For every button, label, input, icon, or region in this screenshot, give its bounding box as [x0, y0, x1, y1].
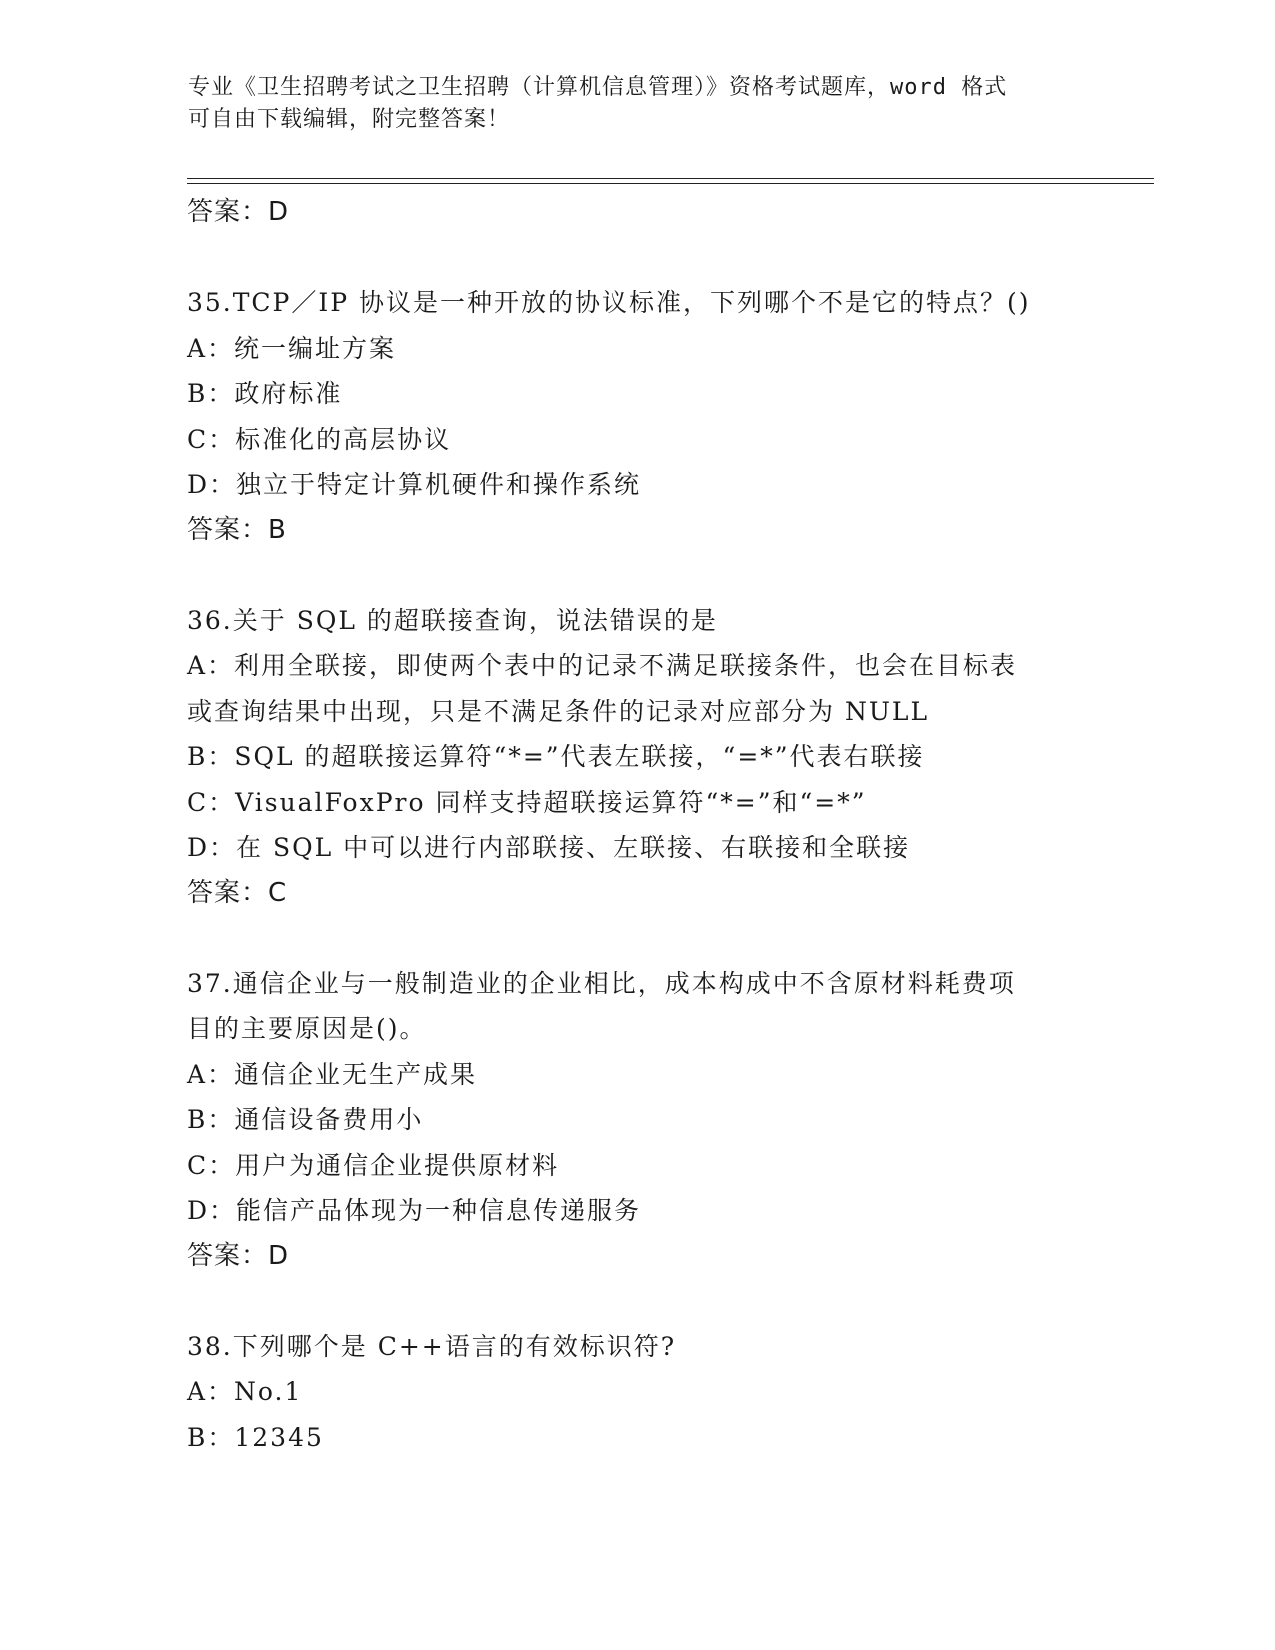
option-d: D：在 SQL 中可以进行内部联接、左联接、右联接和全联接 — [187, 833, 911, 862]
option-d: D：能信产品体现为一种信息传递服务 — [187, 1196, 642, 1225]
option-a: A：统一编址方案 — [187, 333, 397, 363]
previous-answer: 答案：D — [187, 197, 290, 227]
question-answer: 答案：B — [187, 514, 287, 545]
option-c: C：用户为通信企业提供原材料 — [187, 1150, 560, 1180]
option-a-continued: 或查询结果中出现，只是不满足条件的记录对应部分为 NULL — [187, 696, 930, 726]
question-stem: 35.TCP／IP 协议是一种开放的协议标准，下列哪个不是它的特点？() — [187, 288, 1031, 317]
question-stem: 36.关于 SQL 的超联接查询，说法错误的是 — [187, 605, 718, 635]
header-divider-bottom — [187, 183, 1154, 184]
option-c: C：标准化的高层协议 — [187, 424, 452, 454]
question-stem: 37.通信企业与一般制造业的企业相比，成本构成中不含原材料耗费项 — [187, 968, 1016, 998]
question-35 — [187, 280, 1107, 552]
option-a: A：利用全联接，即使两个表中的记录不满足联接条件，也会在目标表 — [187, 651, 1018, 680]
document-header — [188, 72, 1088, 136]
option-b: B：政府标准 — [187, 379, 343, 408]
option-a: A：通信企业无生产成果 — [187, 1059, 478, 1089]
option-b: B：通信设备费用小 — [187, 1105, 424, 1134]
question-answer: 答案：D — [187, 1240, 290, 1271]
question-answer: 答案：C — [187, 877, 288, 908]
question-37 — [187, 961, 1107, 1278]
option-c: C：VisualFoxPro 同样支持超联接运算符“*=”和“=*” — [187, 787, 867, 817]
question-36 — [187, 598, 1107, 915]
option-d: D：独立于特定计算机硬件和操作系统 — [187, 470, 642, 499]
header-divider-top — [187, 178, 1154, 179]
question-list — [187, 190, 1107, 1460]
question-stem-continued: 目的主要原因是()。 — [187, 1014, 427, 1043]
question-stem: 38.下列哪个是 C++语言的有效标识符? — [187, 1331, 677, 1361]
header-line-2: 可自由下载编辑，附完整答案！ — [188, 107, 511, 132]
option-a: A：No.1 — [187, 1377, 303, 1406]
option-b: B：SQL 的超联接运算符“*=”代表左联接，“=*”代表右联接 — [187, 742, 925, 771]
question-38 — [187, 1324, 1107, 1461]
option-b: B：12345 — [187, 1422, 324, 1452]
header-line-1: 专业《卫生招聘考试之卫生招聘（计算机信息管理）》资格考试题库，word 格式 — [188, 75, 1008, 100]
